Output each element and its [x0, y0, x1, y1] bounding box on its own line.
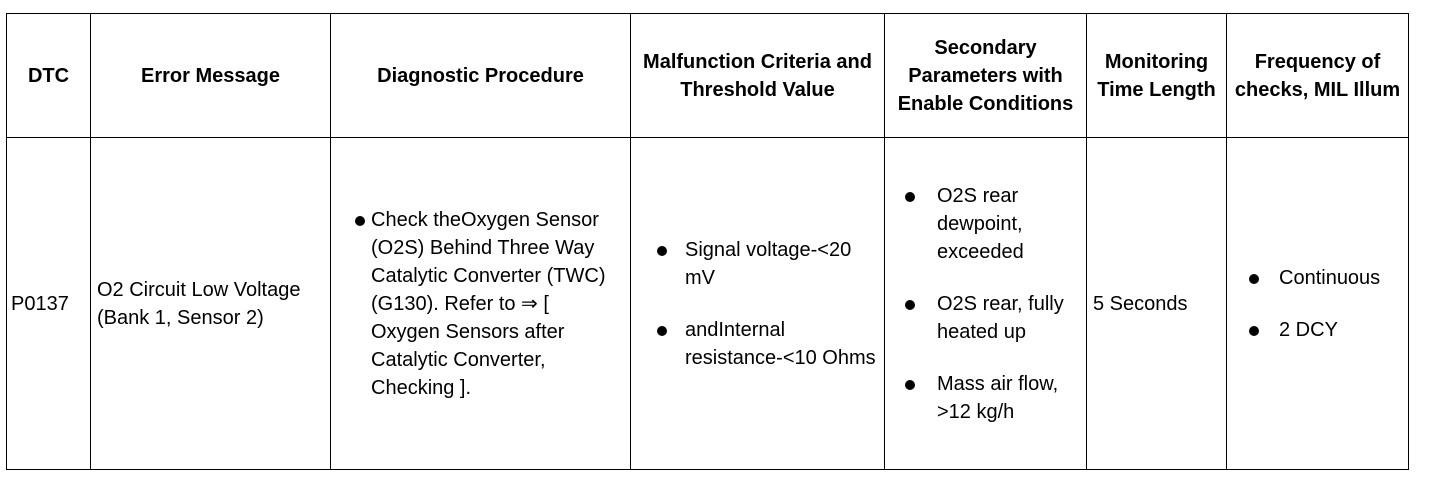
- monitoring-time: 5 Seconds: [1087, 138, 1227, 470]
- error-message: O2 Circuit Low Voltage (Bank 1, Sensor 2): [91, 138, 331, 470]
- malfunction-criteria-list: [637, 236, 878, 372]
- secondary-parameters-list: [891, 182, 1080, 426]
- dtc-code: P0137: [7, 138, 91, 470]
- list-item: andInternal resistance-<10 Ohms: [637, 316, 878, 372]
- table-row: [7, 138, 1409, 470]
- list-item: Continuous: [1233, 264, 1402, 292]
- list-item: Check theOxygen Sensor (O2S) Behind Three Way Catalytic Converter (TWC) (G130). Refer to ⇒ [ Oxygen Sensors after Catalytic Converter, Checking ].: [337, 206, 624, 402]
- diagnostic-procedure-cell: [331, 138, 631, 470]
- header-dtc: DTC: [7, 14, 91, 138]
- list-item: O2S rear, fully heated up: [891, 290, 1080, 346]
- dtc-table: [6, 13, 1409, 470]
- secondary-parameters-cell: [885, 138, 1087, 470]
- header-monitoring-time: Monitoring Time Length: [1087, 14, 1227, 138]
- diagnostic-procedure-list: [337, 206, 624, 402]
- header-malfunction-criteria: Malfunction Criteria and Threshold Value: [631, 14, 885, 138]
- header-diagnostic-procedure: Diagnostic Procedure: [331, 14, 631, 138]
- malfunction-criteria-cell: [631, 138, 885, 470]
- header-error-message: Error Message: [91, 14, 331, 138]
- list-item: 2 DCY: [1233, 316, 1402, 344]
- frequency-cell: [1227, 138, 1409, 470]
- header-frequency: Frequency of checks, MIL Illum: [1227, 14, 1409, 138]
- list-item: Mass air flow, >12 kg/h: [891, 370, 1080, 426]
- list-item: O2S rear dewpoint, exceeded: [891, 182, 1080, 266]
- header-row: [7, 14, 1409, 138]
- list-item: Signal voltage-<20 mV: [637, 236, 878, 292]
- frequency-list: [1233, 264, 1402, 344]
- header-secondary-parameters: Secondary Parameters with Enable Conditions: [885, 14, 1087, 138]
